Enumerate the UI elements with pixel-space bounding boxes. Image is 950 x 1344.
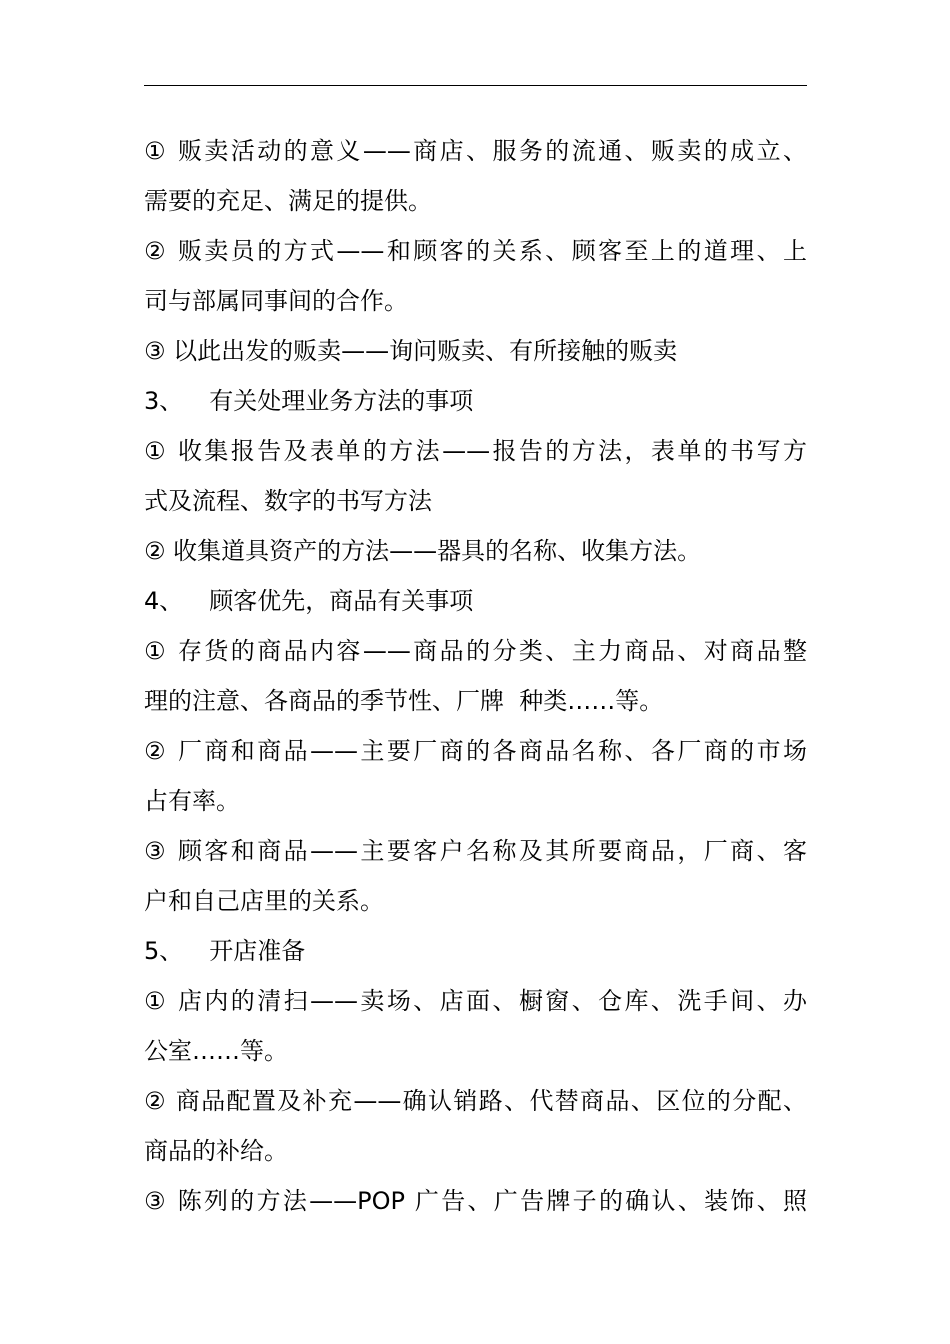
- section-number: 4、: [144, 587, 184, 615]
- paragraph-line: 公室……等。: [144, 1037, 288, 1065]
- paragraph-line: ① 收集报告及表单的方法——报告的方法，表单的书写方: [144, 437, 807, 465]
- section-title: 顾客优先，商品有关事项: [209, 587, 474, 615]
- section-number: 5、: [144, 937, 184, 965]
- paragraph-line: 户和自己店里的关系。: [144, 887, 384, 915]
- paragraph-line: ③ 陈列的方法——POP 广告、广告牌子的确认、装饰、照: [144, 1187, 807, 1215]
- paragraph-line: 占有率。: [144, 787, 240, 815]
- paragraph-line: ② 贩卖员的方式——和顾客的关系、顾客至上的道理、上: [144, 237, 807, 265]
- header-rule: [144, 85, 807, 86]
- paragraph-line: ③ 以此出发的贩卖——询问贩卖、有所接触的贩卖: [144, 337, 678, 365]
- paragraph-line: ① 店内的清扫——卖场、店面、橱窗、仓库、洗手间、办: [144, 987, 807, 1015]
- body-text: [144, 126, 814, 1226]
- section-heading: [144, 926, 814, 976]
- paragraph-line: 司与部属同事间的合作。: [144, 287, 408, 315]
- section-heading: [144, 376, 814, 426]
- paragraph-line: ③ 顾客和商品——主要客户名称及其所要商品，厂商、客: [144, 837, 807, 865]
- paragraph-line: 需要的充足、满足的提供。: [144, 187, 432, 215]
- paragraph-line: 商品的补给。: [144, 1137, 288, 1165]
- section-title: 有关处理业务方法的事项: [209, 387, 474, 415]
- paragraph-line: 式及流程、数字的书写方法: [144, 487, 432, 515]
- section-heading: [144, 576, 814, 626]
- paragraph-line: 理的注意、各商品的季节性、厂牌 种类……等。: [144, 687, 664, 715]
- paragraph-line: ② 商品配置及补充——确认销路、代替商品、区位的分配、: [144, 1087, 807, 1115]
- paragraph-line: ① 存货的商品内容——商品的分类、主力商品、对商品整: [144, 637, 807, 665]
- paragraph-line: ② 厂商和商品——主要厂商的各商品名称、各厂商的市场: [144, 737, 807, 765]
- paragraph-line: ② 收集道具资产的方法——器具的名称、收集方法。: [144, 537, 702, 565]
- paragraph-line: ① 贩卖活动的意义——商店、服务的流通、贩卖的成立、: [144, 137, 807, 165]
- section-title: 开店准备: [209, 937, 306, 965]
- section-number: 3、: [144, 387, 184, 415]
